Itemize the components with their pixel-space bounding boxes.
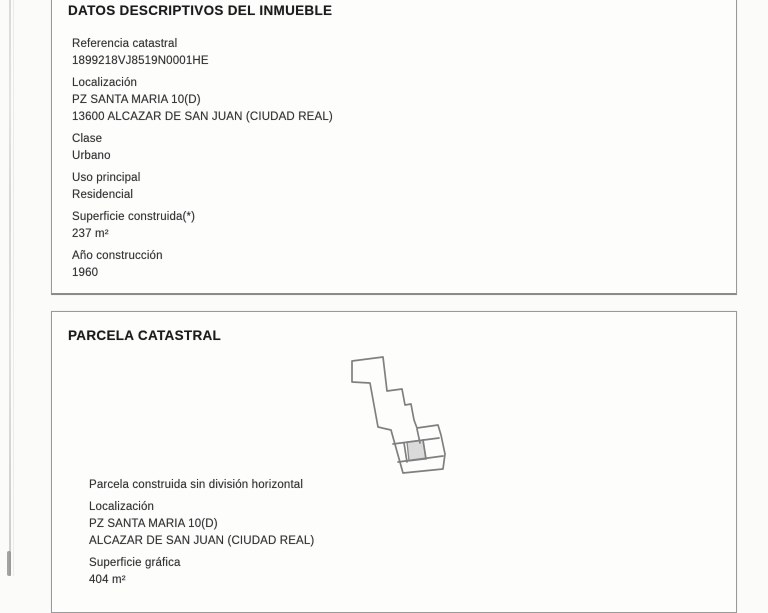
field-value: Urbano [72, 150, 111, 162]
field-value: 13600 ALCAZAR DE SAN JUAN (CIUDAD REAL) [72, 111, 333, 123]
field-value: Residencial [72, 189, 134, 201]
field-value: 404 m² [89, 574, 126, 586]
field-label: Año construcción [72, 250, 163, 262]
fields-inmueble [72, 36, 333, 287]
scan-edge-artifact-line [9, 0, 11, 576]
field-clase [72, 131, 333, 165]
field-value: PZ SANTA MARIA 10(D) [89, 518, 218, 530]
field-uso-principal [72, 170, 333, 204]
field-label: Localización [89, 501, 155, 513]
field-value: PZ SANTA MARIA 10(D) [72, 94, 201, 106]
section-datos-descriptivos [51, 0, 737, 295]
scan-edge-artifact-line-faint [13, 0, 14, 576]
nota-parcela [89, 477, 314, 494]
field-label: Uso principal [72, 172, 141, 184]
field-label: Superficie construida(*) [72, 211, 196, 223]
field-value: 1960 [72, 267, 99, 279]
field-anio-construccion [72, 248, 333, 282]
field-localizacion [89, 499, 314, 550]
section-parcela-catastral [51, 311, 737, 613]
field-superficie-grafica [89, 555, 314, 589]
section-title: DATOS DESCRIPTIVOS DEL INMUEBLE [68, 3, 333, 18]
field-label: Localización [72, 77, 138, 89]
field-localizacion [72, 75, 333, 126]
nota-text: Parcela construida sin división horizontal [89, 479, 304, 491]
field-value: ALCAZAR DE SAN JUAN (CIUDAD REAL) [89, 535, 315, 547]
field-label: Clase [72, 133, 103, 145]
fields-parcela [89, 477, 314, 594]
field-referencia-catastral [72, 36, 333, 70]
field-label: Referencia catastral [72, 38, 178, 50]
section-title: PARCELA CATASTRAL [68, 328, 222, 343]
field-label: Superficie gráfica [89, 557, 181, 569]
parcel-outline-map-icon [335, 348, 455, 476]
scan-edge-artifact-blob [7, 551, 11, 576]
field-superficie-construida [72, 209, 333, 243]
field-value: 1899218VJ8519N0001HE [72, 55, 209, 67]
field-value: 237 m² [72, 228, 109, 240]
